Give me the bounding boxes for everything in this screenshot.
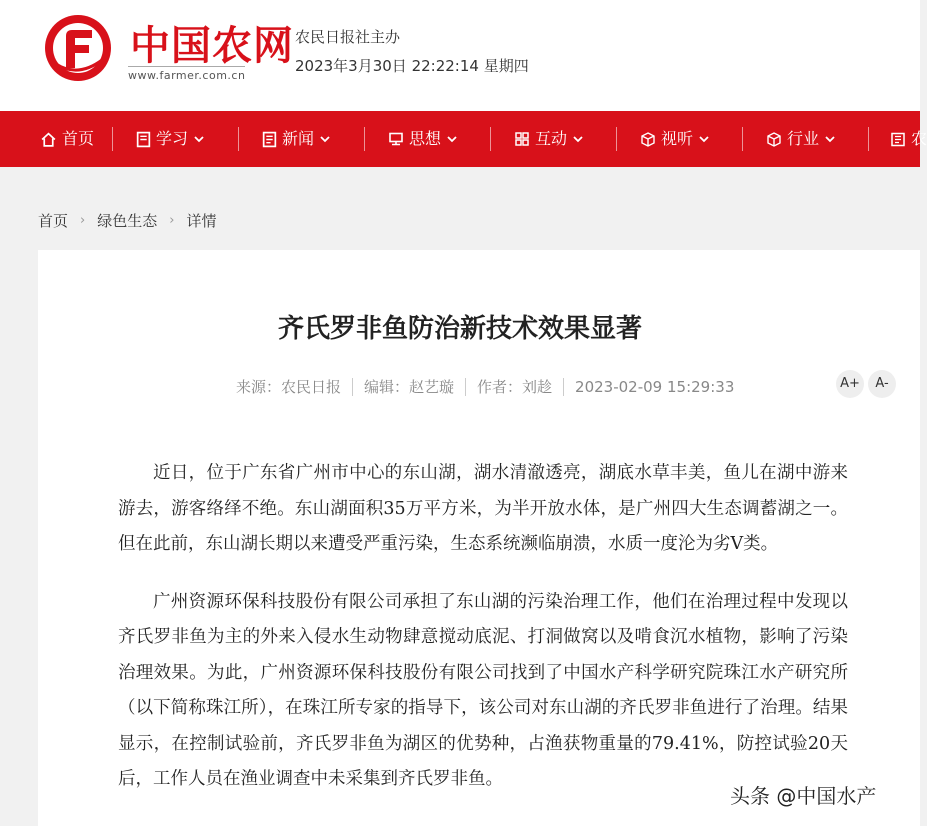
site-logo[interactable] bbox=[42, 12, 294, 88]
cube-icon bbox=[766, 131, 782, 148]
logo-text: 中国农网 bbox=[130, 22, 294, 69]
nav-divider bbox=[490, 127, 491, 151]
home-icon bbox=[40, 131, 57, 148]
thought-icon bbox=[388, 131, 404, 148]
article-published: 2023-02-09 15:29:33 bbox=[575, 377, 735, 396]
nav-divider bbox=[364, 127, 365, 151]
grid-icon bbox=[514, 131, 530, 147]
breadcrumb-current: 详情 bbox=[186, 212, 217, 230]
nav-item-farmer-daily[interactable] bbox=[890, 111, 927, 167]
meta-divider bbox=[352, 378, 353, 396]
nav-divider bbox=[112, 127, 113, 151]
chevron-down-icon bbox=[572, 133, 584, 145]
chevron-down-icon bbox=[319, 133, 331, 145]
nav-divider bbox=[238, 127, 239, 151]
newspaper-icon bbox=[890, 131, 906, 148]
nav-item-label: 农 bbox=[911, 129, 927, 148]
nav-item-label: 思想 bbox=[409, 129, 442, 148]
article-editor: 编辑：赵艺璇 bbox=[364, 378, 455, 396]
nav-item-interact[interactable] bbox=[514, 111, 584, 167]
article-author: 作者：刘趁 bbox=[477, 378, 553, 396]
breadcrumb-category[interactable]: 绿色生态 bbox=[97, 212, 158, 230]
current-datetime: 2023年3月30日 22:22:14 星期四 bbox=[295, 57, 529, 75]
chevron-down-icon bbox=[824, 133, 836, 145]
meta-divider bbox=[563, 378, 564, 396]
nav-item-label: 互动 bbox=[535, 129, 568, 148]
host-label: 农民日报社主办 bbox=[295, 28, 401, 46]
nav-item-study[interactable] bbox=[136, 111, 205, 167]
site-header bbox=[0, 0, 920, 111]
nav-item-home[interactable] bbox=[40, 111, 94, 167]
nav-divider bbox=[868, 127, 869, 151]
breadcrumb bbox=[38, 210, 216, 231]
chevron-right-icon: › bbox=[169, 213, 175, 228]
nav-item-label: 行业 bbox=[787, 129, 820, 148]
article-paragraph: 近日，位于广东省广州市中心的东山湖，湖水清澈透亮，湖底水草丰美，鱼儿在湖中游来游去，游客络绎不绝。东山湖面积35万平方米，为半开放水体，是广州四大生态调蓄湖之一。但在此前，东山湖长期以来遭受严重污染，生态系统濒临崩溃，水质一度沦为劣V类。 bbox=[118, 463, 848, 554]
nav-divider bbox=[742, 127, 743, 151]
nav-divider bbox=[616, 127, 617, 151]
article-body bbox=[118, 456, 848, 820]
book-icon bbox=[136, 131, 151, 148]
font-increase-button[interactable]: A+ bbox=[836, 370, 864, 398]
cube-icon bbox=[640, 131, 656, 148]
chevron-down-icon bbox=[446, 133, 458, 145]
nav-item-label: 首页 bbox=[62, 129, 95, 148]
article-meta bbox=[236, 376, 734, 397]
article-title: 齐氏罗非鱼防治新技术效果显著 bbox=[277, 314, 642, 344]
logo-url: www.farmer.com.cn bbox=[128, 66, 245, 82]
nav-item-label: 新闻 bbox=[282, 129, 315, 148]
chevron-right-icon: › bbox=[80, 213, 86, 228]
nav-item-news[interactable] bbox=[262, 111, 331, 167]
meta-divider bbox=[465, 378, 466, 396]
article-source: 来源：农民日报 bbox=[236, 378, 342, 396]
breadcrumb-home[interactable]: 首页 bbox=[38, 212, 69, 230]
watermark: 头条 @中国水产 bbox=[730, 784, 877, 808]
nav-item-label: 学习 bbox=[156, 129, 189, 148]
chevron-down-icon bbox=[698, 133, 710, 145]
nav-item-media[interactable] bbox=[640, 111, 710, 167]
news-icon bbox=[262, 131, 277, 148]
farmer-logo-icon bbox=[42, 12, 114, 84]
main-nav bbox=[0, 111, 927, 167]
nav-item-label: 视听 bbox=[661, 129, 694, 148]
nav-item-industry[interactable] bbox=[766, 111, 836, 167]
nav-item-thought[interactable] bbox=[388, 111, 458, 167]
chevron-down-icon bbox=[193, 133, 205, 145]
font-decrease-button[interactable]: A- bbox=[868, 370, 896, 398]
article-paragraph: 广州资源环保科技股份有限公司承担了东山湖的污染治理工作，他们在治理过程中发现以齐氏罗非鱼为主的外来入侵水生动物肆意搅动底泥、打洞做窝以及啃食沉水植物，影响了污染治理效果。为此，广州资源环保科技股份有限公司找到了中国水产科学研究院珠江水产研究所（以下简称珠江所），在珠江所专家的指导下，该公司对东山湖的齐氏罗非鱼进行了治理。结果显示，在控制试验前，齐氏罗非鱼为湖区的优势种，占渔获物重量的79.41%，防控试验20天后，工作人员在渔业调查中未采集到齐氏罗非鱼。 bbox=[118, 591, 848, 789]
